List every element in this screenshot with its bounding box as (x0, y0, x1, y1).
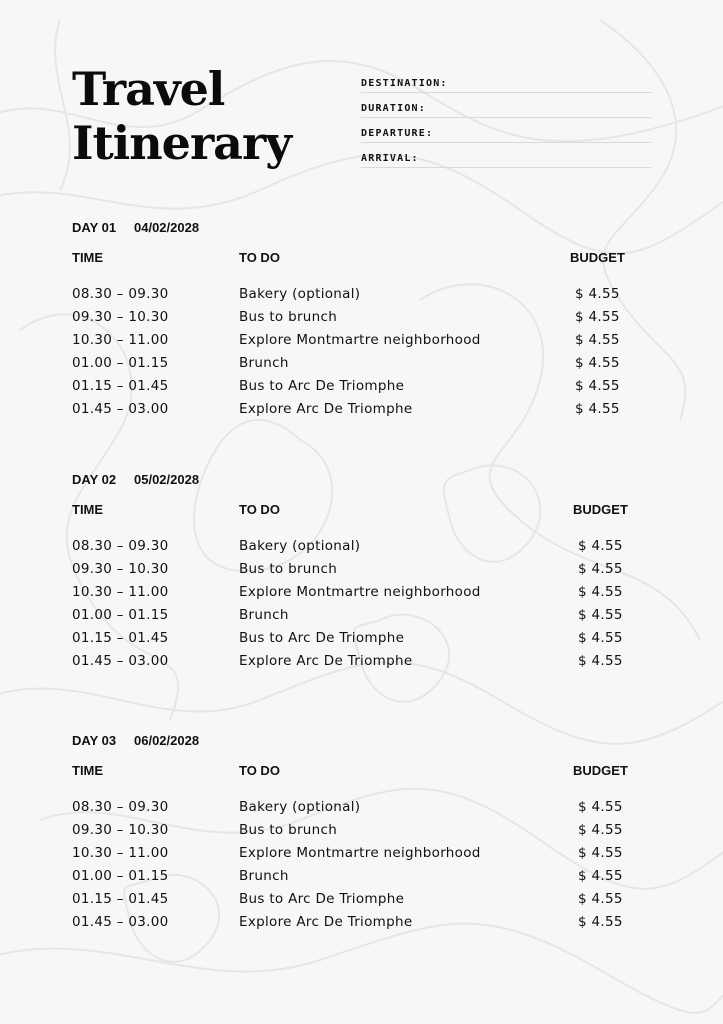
budget-cell: $ 4.55 (578, 891, 623, 907)
schedule-row (72, 607, 632, 630)
time-cell: 01.45 – 03.00 (72, 653, 169, 669)
trip-info (361, 68, 651, 168)
time-cell: 08.30 – 09.30 (72, 799, 169, 815)
budget-header: BUDGET (570, 250, 625, 265)
todo-cell: Brunch (239, 355, 289, 371)
budget-cell: $ 4.55 (578, 561, 623, 577)
budget-cell: $ 4.55 (578, 584, 623, 600)
budget-cell: $ 4.55 (578, 538, 623, 554)
todo-header: TO DO (239, 250, 280, 265)
budget-cell: $ 4.55 (575, 309, 620, 325)
todo-cell: Explore Arc De Triomphe (239, 914, 413, 930)
schedule-row (72, 401, 632, 424)
budget-header: BUDGET (573, 763, 628, 778)
schedule-row (72, 868, 632, 891)
budget-cell: $ 4.55 (575, 401, 620, 417)
time-header: TIME (72, 763, 104, 778)
time-cell: 01.15 – 01.45 (72, 378, 169, 394)
schedule-row (72, 822, 632, 845)
schedule-row (72, 286, 632, 309)
time-cell: 10.30 – 11.00 (72, 845, 169, 861)
budget-cell: $ 4.55 (575, 332, 620, 348)
todo-cell: Brunch (239, 868, 289, 884)
budget-cell: $ 4.55 (578, 653, 623, 669)
time-cell: 01.45 – 03.00 (72, 401, 169, 417)
schedule-list (72, 538, 632, 676)
schedule-row (72, 891, 632, 914)
time-header: TIME (72, 250, 104, 265)
todo-header: TO DO (239, 502, 280, 517)
day-heading (72, 220, 199, 235)
todo-cell: Explore Montmartre neighborhood (239, 584, 481, 600)
schedule-row (72, 630, 632, 653)
day-date: 06/02/2028 (134, 733, 200, 748)
time-cell: 01.00 – 01.15 (72, 607, 169, 623)
schedule-list (72, 286, 632, 424)
time-cell: 08.30 – 09.30 (72, 538, 169, 554)
time-cell: 01.00 – 01.15 (72, 868, 169, 884)
schedule-row (72, 309, 632, 332)
todo-cell: Bus to Arc De Triomphe (239, 630, 405, 646)
day-heading (72, 733, 199, 748)
todo-cell: Bus to brunch (239, 309, 338, 325)
day-heading (72, 472, 199, 487)
page-title (72, 62, 291, 170)
todo-cell: Bakery (optional) (239, 538, 361, 554)
schedule-row (72, 378, 632, 401)
budget-cell: $ 4.55 (575, 378, 620, 394)
title-line-1: Travel (72, 62, 225, 116)
schedule-row (72, 561, 632, 584)
todo-cell: Bakery (optional) (239, 286, 361, 302)
time-cell: 01.00 – 01.15 (72, 355, 169, 371)
budget-cell: $ 4.55 (578, 845, 623, 861)
title-line-2: Itinerary (72, 116, 291, 170)
todo-cell: Explore Montmartre neighborhood (239, 332, 481, 348)
schedule-row (72, 332, 632, 355)
budget-cell: $ 4.55 (575, 286, 620, 302)
time-cell: 10.30 – 11.00 (72, 584, 169, 600)
budget-cell: $ 4.55 (578, 822, 623, 838)
todo-cell: Bakery (optional) (239, 799, 361, 815)
duration-label: DURATION: (361, 103, 426, 114)
time-cell: 10.30 – 11.00 (72, 332, 169, 348)
todo-cell: Explore Arc De Triomphe (239, 401, 413, 417)
schedule-row (72, 584, 632, 607)
schedule-row (72, 845, 632, 868)
schedule-row (72, 538, 632, 561)
day-date: 04/02/2028 (134, 220, 200, 235)
time-cell: 09.30 – 10.30 (72, 561, 169, 577)
day-label: DAY 02 (72, 472, 117, 487)
time-cell: 01.15 – 01.45 (72, 891, 169, 907)
time-cell: 09.30 – 10.30 (72, 309, 169, 325)
time-cell: 01.15 – 01.45 (72, 630, 169, 646)
todo-cell: Explore Arc De Triomphe (239, 653, 413, 669)
time-cell: 01.45 – 03.00 (72, 914, 169, 930)
day-label: DAY 03 (72, 733, 117, 748)
todo-header: TO DO (239, 763, 280, 778)
todo-cell: Bus to brunch (239, 561, 338, 577)
todo-cell: Bus to Arc De Triomphe (239, 378, 405, 394)
budget-header: BUDGET (573, 502, 628, 517)
day-label: DAY 01 (72, 220, 117, 235)
schedule-row (72, 914, 632, 937)
budget-cell: $ 4.55 (578, 799, 623, 815)
todo-cell: Bus to Arc De Triomphe (239, 891, 405, 907)
day-date: 05/02/2028 (134, 472, 200, 487)
schedule-list (72, 799, 632, 937)
todo-cell: Bus to brunch (239, 822, 338, 838)
time-cell: 08.30 – 09.30 (72, 286, 169, 302)
time-header: TIME (72, 502, 104, 517)
destination-field[interactable] (361, 68, 651, 93)
schedule-row (72, 653, 632, 676)
schedule-row (72, 799, 632, 822)
arrival-field[interactable] (361, 143, 651, 168)
budget-cell: $ 4.55 (578, 630, 623, 646)
schedule-row (72, 355, 632, 378)
departure-field[interactable] (361, 118, 651, 143)
departure-label: DEPARTURE: (361, 128, 434, 139)
budget-cell: $ 4.55 (578, 607, 623, 623)
duration-field[interactable] (361, 93, 651, 118)
time-cell: 09.30 – 10.30 (72, 822, 169, 838)
budget-cell: $ 4.55 (575, 355, 620, 371)
budget-cell: $ 4.55 (578, 914, 623, 930)
budget-cell: $ 4.55 (578, 868, 623, 884)
arrival-label: ARRIVAL: (361, 153, 419, 164)
todo-cell: Brunch (239, 607, 289, 623)
todo-cell: Explore Montmartre neighborhood (239, 845, 481, 861)
destination-label: DESTINATION: (361, 78, 448, 89)
